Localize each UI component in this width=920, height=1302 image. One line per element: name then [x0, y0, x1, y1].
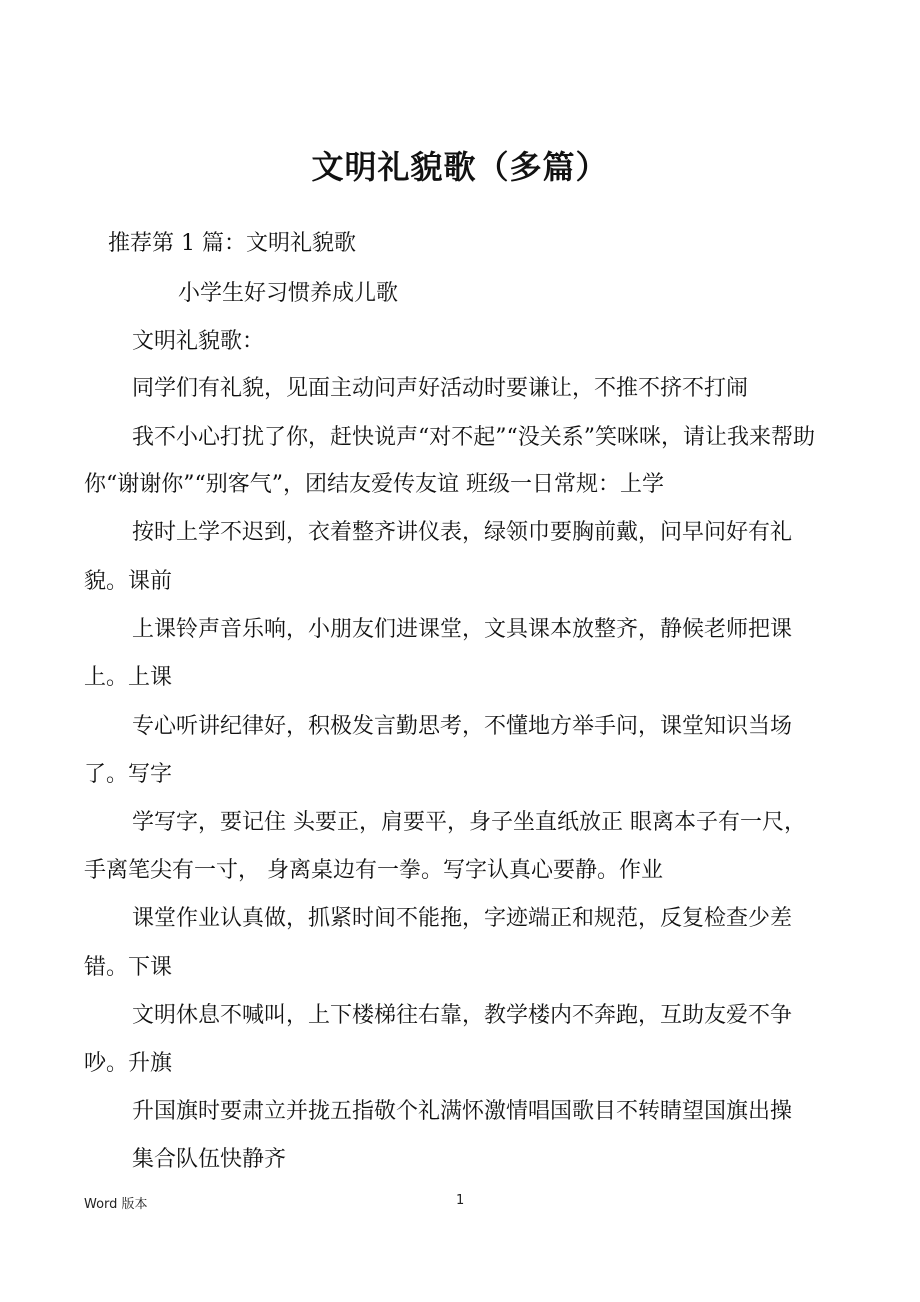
body-line: 文明休息不喊叫，上下楼梯往右靠，教学楼内不奔跑，互助友爱不争 — [132, 1003, 793, 1028]
body-line: 错。下课 — [84, 955, 173, 980]
body-line: 升国旗时要肃立并拢五指敬个礼满怀激情唱国歌目不转睛望国旗出操 — [132, 1099, 793, 1124]
body-line: 你“谢谢你”“别客气”，团结友爱传友谊 班级一日常规：上学 — [84, 472, 664, 497]
body-line: 按时上学不迟到，衣着整齐讲仪表，绿领巾要胸前戴，问早问好有礼 — [132, 520, 793, 545]
body-line: 集合队伍快静齐 — [132, 1147, 287, 1172]
body-line: 课堂作业认真做，抓紧时间不能拖，字迹端正和规范，反复检查少差 — [132, 906, 793, 931]
page-number: 1 — [456, 1193, 465, 1208]
body-line: 专心听讲纪律好，积极发言勤思考，不懂地方举手问，课堂知识当场 — [132, 714, 793, 739]
body-line: 貌。课前 — [84, 569, 173, 594]
body-line: 同学们有礼貌，见面主动问声好活动时要谦让，不推不挤不打闹 — [132, 376, 749, 401]
article-subheading: 小学生好习惯养成儿歌 — [178, 281, 399, 306]
body-line: 手离笔尖有一寸， 身离桌边有一拳。写字认真心要静。作业 — [84, 858, 663, 883]
body-line: 学写字，要记住 头要正，肩要平，身子坐直纸放正 眼离本子有一尺， — [132, 810, 806, 835]
body-line: 吵。升旗 — [84, 1051, 173, 1076]
body-line: 上课铃声音乐响，小朋友们进课堂，文具课本放整齐，静候老师把课 — [132, 617, 793, 642]
body-line: 了。写字 — [84, 762, 173, 787]
article-heading: 推荐第 1 篇：文明礼貌歌 — [108, 231, 356, 256]
document-title: 文明礼貌歌（多篇） — [311, 148, 609, 186]
footer-version-label: Word 版本 — [84, 1197, 148, 1212]
body-line: 我不小心打扰了你，赶快说声“对不起”“没关系”笑咪咪，请让我来帮助 — [132, 425, 815, 450]
body-line: 上。上课 — [84, 665, 173, 690]
poem-label: 文明礼貌歌： — [132, 329, 265, 354]
